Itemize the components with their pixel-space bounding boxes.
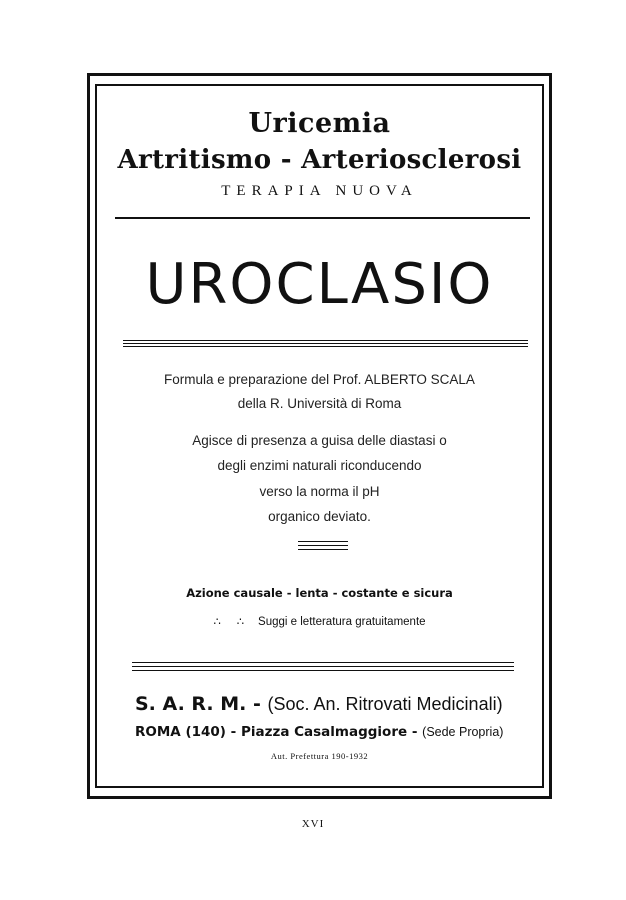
divider-top: [115, 217, 530, 219]
address: ROMA (140) - Piazza Casalmaggiore -: [135, 724, 418, 740]
description-line-4: organico deviato.: [268, 509, 371, 524]
dots-symbol: ∴ ∴: [213, 616, 245, 628]
company-full-name: (Soc. An. Ritrovati Medicinali): [267, 694, 503, 714]
short-divider-a: [298, 541, 348, 542]
divider-bottom-1: [132, 662, 514, 663]
divider-bottom-2: [132, 666, 514, 667]
seat: (Sede Propria): [422, 725, 504, 739]
formula-line-1: Formula e preparazione del Prof. ALBERTO SCALA: [164, 372, 475, 387]
short-divider-c: [298, 549, 348, 550]
divider-double-1c: [123, 346, 528, 347]
address-line: [135, 724, 503, 740]
divider-bottom-3: [132, 670, 514, 671]
product-name: UROCLASIO: [145, 252, 494, 317]
action-text: Azione causale - lenta - costante e sicura: [186, 586, 453, 600]
page-number: XVI: [301, 818, 325, 830]
description-line-1: Agisce di presenza a guisa delle diastasi o: [192, 433, 447, 448]
short-divider-b: [298, 545, 348, 546]
description-line-3: verso la norma il pH: [259, 484, 380, 499]
heading-terapia-nuova: TERAPIA NUOVA: [221, 183, 418, 199]
samples-line: [95, 614, 544, 628]
heading-artritismo: Artritismo - Arteriosclerosi: [117, 145, 522, 175]
heading-uricemia: Uricemia: [248, 108, 391, 139]
authorization-note: Aut. Prefettura 190-1932: [270, 751, 369, 761]
divider-double-1: [123, 340, 528, 341]
samples-text: Suggi e letteratura gratuitamente: [258, 616, 426, 628]
divider-double-1b: [123, 343, 528, 344]
description-line-2: degli enzimi naturali riconducendo: [217, 458, 422, 473]
company-line: [135, 693, 503, 715]
formula-line-2: della R. Università di Roma: [237, 396, 402, 411]
company-abbr: S. A. R. M. -: [135, 693, 261, 715]
